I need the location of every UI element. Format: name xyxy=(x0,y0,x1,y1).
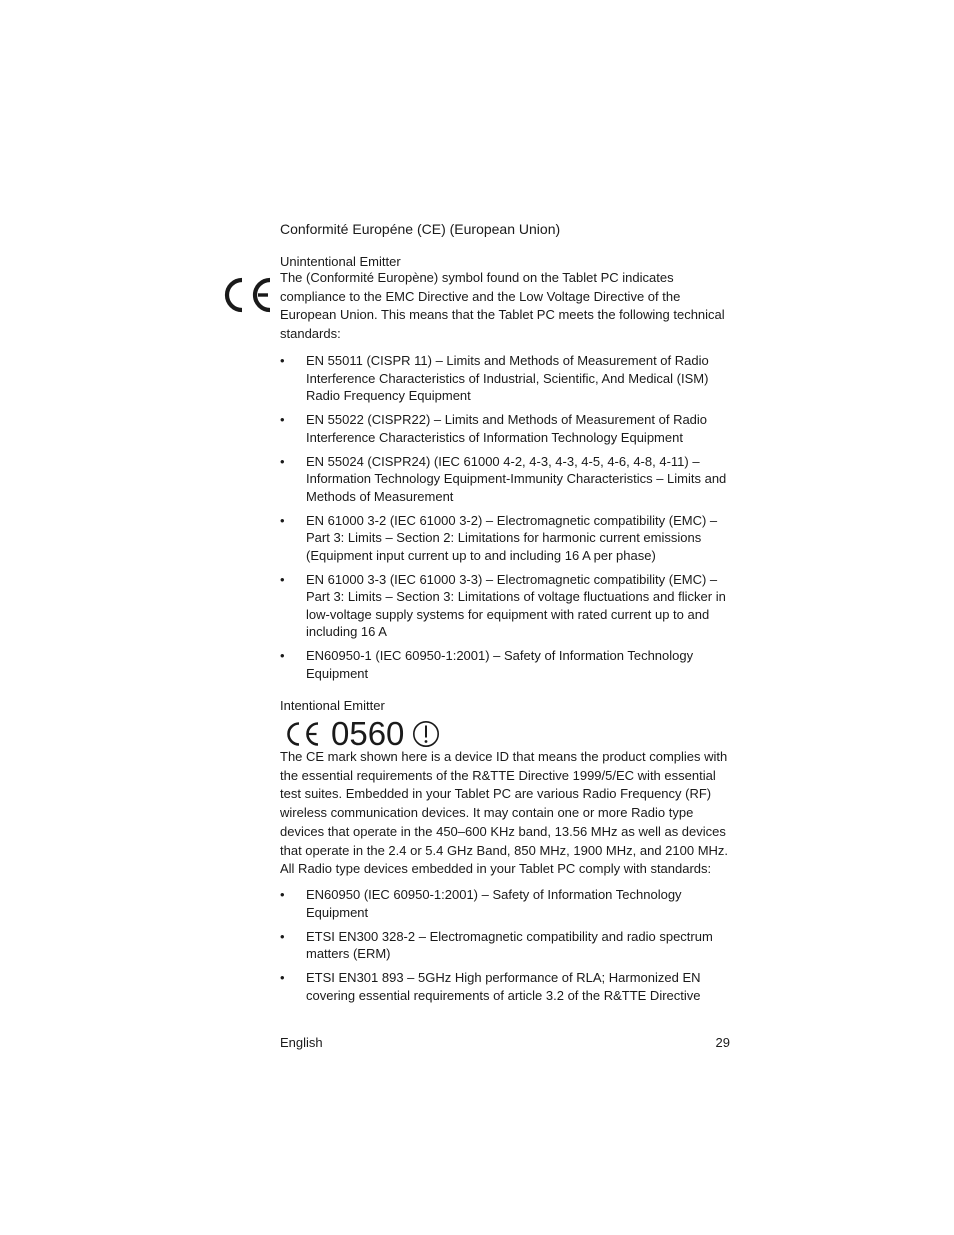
unintentional-emitter-paragraph: The (Conformité Europène) symbol found on the Tablet PC indicates compliance to the EMC Directive and the Low Voltage Directive of the European Union. This means that the Tablet PC meets the following technical standards: xyxy=(280,270,725,342)
ce-notified-body-number: 0560 xyxy=(331,715,405,752)
intentional-emitter-heading: Intentional Emitter xyxy=(280,698,385,713)
class-2-alert-icon xyxy=(412,720,440,748)
list-item-text: EN60950-1 (IEC 60950-1:2001) – Safety of Information Technology Equipment xyxy=(306,648,694,681)
list-item-text: EN 61000 3-2 (IEC 61000 3-2) – Electromagnetic compatibility (EMC) – Part 3: Limits – Section 2: Limitations for harmonic current emissions (Equipment input current up to and including 16 A per phase) xyxy=(306,512,718,563)
bullet-glyph: • xyxy=(280,353,285,368)
list-item xyxy=(280,512,732,565)
list-item-text: EN60950 (IEC 60950-1:2001) – Safety of Information Technology Equipment xyxy=(306,887,682,920)
bullet-glyph: • xyxy=(280,453,285,469)
bullet-glyph: • xyxy=(280,928,285,944)
list-item-text: EN 55022 (CISPR22) – Limits and Methods of Measurement of Radio Interference Characteristics of Information Technology Equipment xyxy=(306,412,708,445)
ce-mark-icon xyxy=(222,276,274,314)
footer-language: English xyxy=(280,1035,323,1050)
list-item xyxy=(280,571,732,641)
section-title: Conformité Européne (CE) (European Union) xyxy=(280,221,561,237)
bullet-glyph: • xyxy=(280,571,285,587)
ce-mark-icon xyxy=(285,721,321,747)
bullet-glyph: • xyxy=(280,887,285,902)
list-item xyxy=(280,453,732,506)
bullet-glyph: • xyxy=(280,648,285,663)
ce-device-id-mark xyxy=(285,716,440,752)
list-item xyxy=(280,886,732,921)
document-page xyxy=(280,0,732,1235)
list-item xyxy=(280,647,732,682)
intentional-standards-list xyxy=(280,886,732,1011)
list-item xyxy=(280,352,732,405)
page-number: 29 xyxy=(715,1035,730,1050)
bullet-glyph: • xyxy=(280,970,285,985)
list-item-text: EN 55011 (CISPR 11) – Limits and Methods of Measurement of Radio Interference Characteristics of Industrial, Scientific, And Medical (ISM) Radio Frequency Equipment xyxy=(306,353,709,403)
list-item xyxy=(280,969,732,1004)
intentional-emitter-paragraph: The CE mark shown here is a device ID that means the product complies with the essential requirements of the R&TTE Directive 1999/5/EC with essential test suites. Embedded in your Tablet PC are various Radio Frequency (RF) wireless communication devices. It may contain one or more Radio type devices that operate in the 450–600 KHz band, 13.56 MHz as well as devices that operate in the 2.4 or 5.4 GHz Band, 850 MHz, 1900 MHz, and 2100 MHz. All Radio type devices embedded in your Tablet PC comply with standards: xyxy=(280,749,729,877)
list-item xyxy=(280,411,732,446)
bullet-glyph: • xyxy=(280,512,285,528)
list-item-text: ETSI EN301 893 – 5GHz High performance of RLA; Harmonized EN covering essential requirements of article 3.2 of the R&TTE Directive xyxy=(306,970,701,1003)
unintentional-standards-list xyxy=(280,352,732,689)
unintentional-emitter-heading: Unintentional Emitter xyxy=(280,254,401,269)
bullet-glyph: • xyxy=(280,412,285,427)
list-item-text: EN 55024 (CISPR24) (IEC 61000 4-2, 4-3, 4-3, 4-5, 4-6, 4-8, 4-11) – Information Technology Equipment-Immunity Characteristics – Limits and Methods of Measurement xyxy=(306,453,727,504)
list-item-text: EN 61000 3-3 (IEC 61000 3-3) – Electromagnetic compatibility (EMC) – Part 3: Limits – Section 3: Limitations of voltage fluctuations and flicker in low-voltage supply systems for equipment with rated current up to and including 16 A xyxy=(306,571,726,639)
list-item-text: ETSI EN300 328-2 – Electromagnetic compatibility and radio spectrum matters (ERM) xyxy=(306,928,713,961)
list-item xyxy=(280,928,732,963)
